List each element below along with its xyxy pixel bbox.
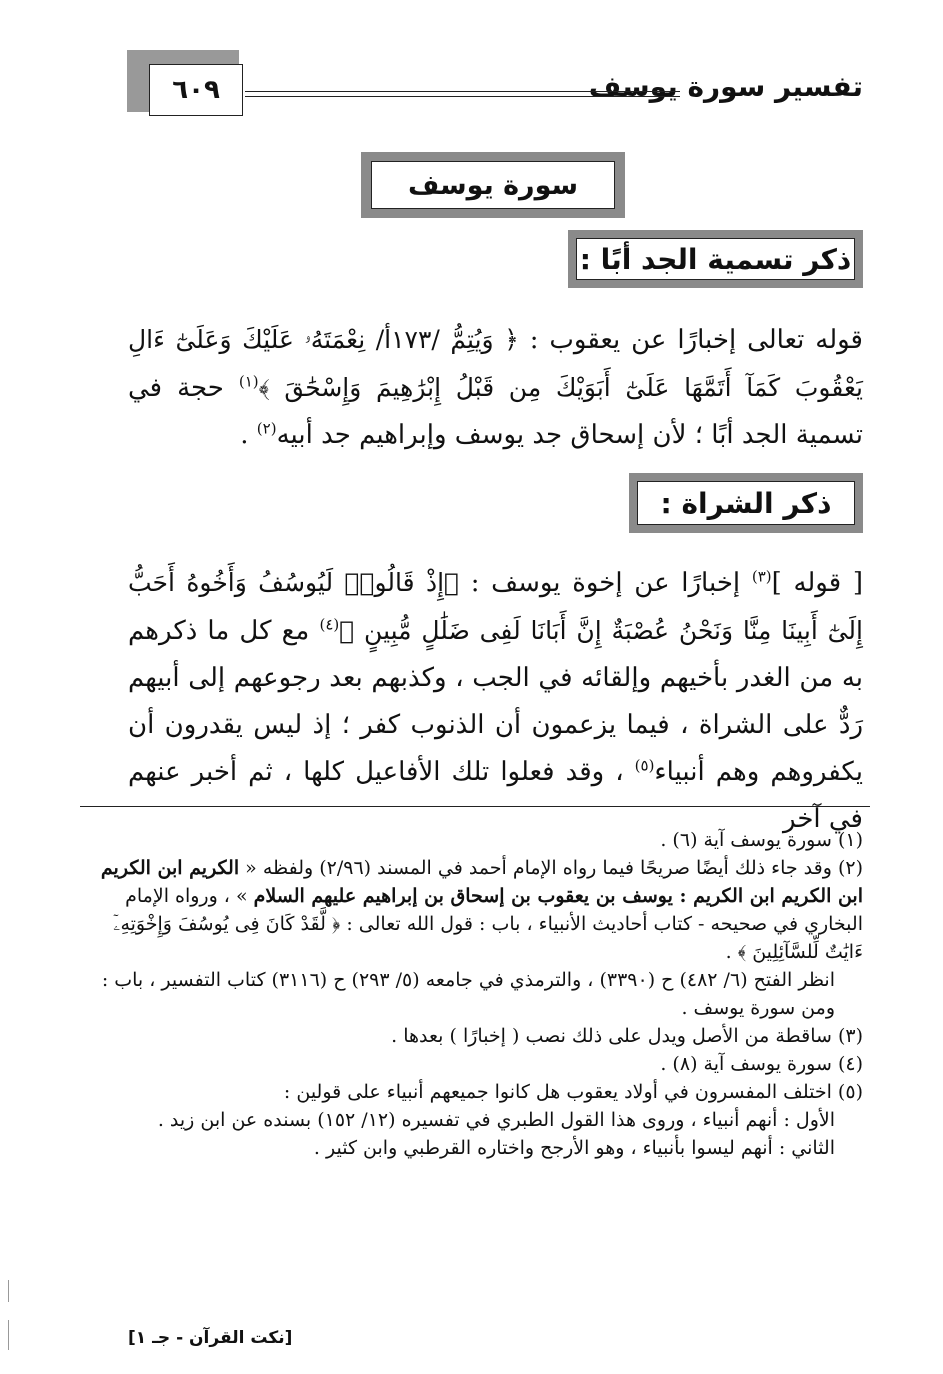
paragraph-grandfather — [128, 316, 863, 459]
footnote-2 — [73, 854, 863, 966]
footnote-separator — [80, 806, 870, 807]
footnote-3: (٣) ساقطة من الأصل ويدل على ذلك نصب ( إخبارًا ) بعدها . — [391, 1025, 863, 1047]
volume-note: [نكت القرآن - جـ ١] — [128, 1328, 293, 1348]
paragraph-text: حجة في تسمية الجد أبًا ؛ لأن إسحاق جد يوسف وإبراهيم جد أبيه — [128, 373, 863, 450]
surah-title: سورة يوسف — [371, 161, 615, 209]
footnote-ref: (٥) — [634, 756, 655, 775]
footnote-text: » ، ورواه الإمام البخاري في صحيحه - كتاب أحاديث الأنبياء ، باب : قول الله تعالى : ﴿ لَّقَدْ كَانَ فِى يُوسُفَ وَإِخْوَتِهِۦٓ ءَايَٰتٌ لِّلسَّآئِلِينَ ﴾ . — [113, 885, 863, 963]
scan-edge-mark — [8, 1320, 9, 1350]
paragraph-text: إخبارًا عن إخوة يوسف : — [459, 568, 752, 598]
footnote-ref: (١) — [238, 372, 259, 391]
paragraph-shurah — [128, 559, 863, 843]
section-heading-grandfather: ذكر تسمية الجد أبًا : — [576, 238, 855, 280]
paragraph-text: قوله تعالى إخبارًا عن يعقوب : — [518, 325, 863, 355]
footnote-2-continued: انظر الفتح (٦/ ٤٨٢) ح (٣٣٩٠) ، والترمذي في جامعه (٥/ ٢٩٣) ح (٣١١٦) كتاب التفسير ، باب : ومن سورة يوسف . — [101, 969, 835, 1019]
footnote-1: (١) سورة يوسف آية (٦) . — [660, 829, 863, 851]
footnotes — [73, 826, 863, 1162]
quran-verse: ﴿إِذْ قَالُوا۟ لَيُوسُفُ وَأَخُوهُ أَحَبُّ إِلَىٰٓ أَبِينَا مِنَّا وَنَحْنُ عُصْبَةٌ إِنَّ أَبَانَا لَفِى ضَلَٰلٍ مُّبِينٍ ﴾ — [128, 568, 863, 645]
running-title: تفسير سورة يوسف — [588, 70, 863, 103]
footnote-ref: (٣) — [751, 567, 772, 586]
header-rule — [245, 91, 680, 97]
footnote-5: (٥) اختلف المفسرون في أولاد يعقوب هل كانوا جميعهم أنبياء على قولين : — [283, 1081, 863, 1103]
paragraph-text: مع كل ما ذكرهم به من الغدر بأخيهم وإلقائه في الجب ، وكذبهم بعد رجوعهم إلى أبيهم رَدٌّ على الشراة ، فيما يزعمون أن الذنوب كفر ؛ إذ ليس يقدرون أن يكفروهم وهم أنبياء — [128, 616, 863, 787]
footnote-text: (٢) وقد جاء ذلك أيضًا صريحًا فيما رواه الإمام أحمد في المسند (٢/٩٦) ولفظه « — [239, 857, 863, 879]
footnote-5-first-opinion: الأول : أنهم أنبياء ، وروى هذا القول الطبري في تفسيره (١٢/ ١٥٢) بسنده عن ابن زيد . — [157, 1109, 835, 1131]
surah-title-frame — [361, 152, 625, 218]
section-heading-shurah: ذكر الشراة : — [637, 481, 855, 525]
section-heading-frame — [629, 473, 863, 533]
scan-edge-mark — [8, 1280, 9, 1302]
footnote-ref: (٤) — [319, 615, 340, 634]
quran-verse: ﴿ وَيُتِمُّ /١٧٣أ/ نِعْمَتَهُۥ عَلَيْكَ وَعَلَىٰٓ ءَالِ يَعْقُوبَ كَمَآ أَتَمَّهَا عَلَىٰٓ أَبَوَيْكَ مِن قَبْلُ إِبْرَٰهِيمَ وَإِسْحَٰقَ ﴾ — [128, 325, 863, 402]
footnote-5-second-opinion: الثاني : أنهم ليسوا بأنبياء ، وهو الأرجح واختاره القرطبي وابن كثير . — [313, 1137, 835, 1159]
page-number-box — [127, 50, 239, 112]
footnote-4: (٤) سورة يوسف آية (٨) . — [660, 1053, 863, 1075]
paragraph-text: [ قوله ] — [771, 568, 864, 598]
footnote-ref: (٢) — [256, 419, 277, 438]
page-number: ٦٠٩ — [149, 64, 243, 116]
footnote-quote: الكريم ابن الكريم ابن الكريم ابن الكريم : يوسف بن يعقوب بن إسحاق بن إبراهيم عليهم السلام — [100, 857, 863, 907]
paragraph-text: ، وقد فعلوا تلك الأفاعيل كلها ، ثم أخبر عنهم في آخر — [128, 757, 863, 834]
paragraph-text: . — [240, 420, 257, 450]
section-heading-frame — [568, 230, 863, 288]
